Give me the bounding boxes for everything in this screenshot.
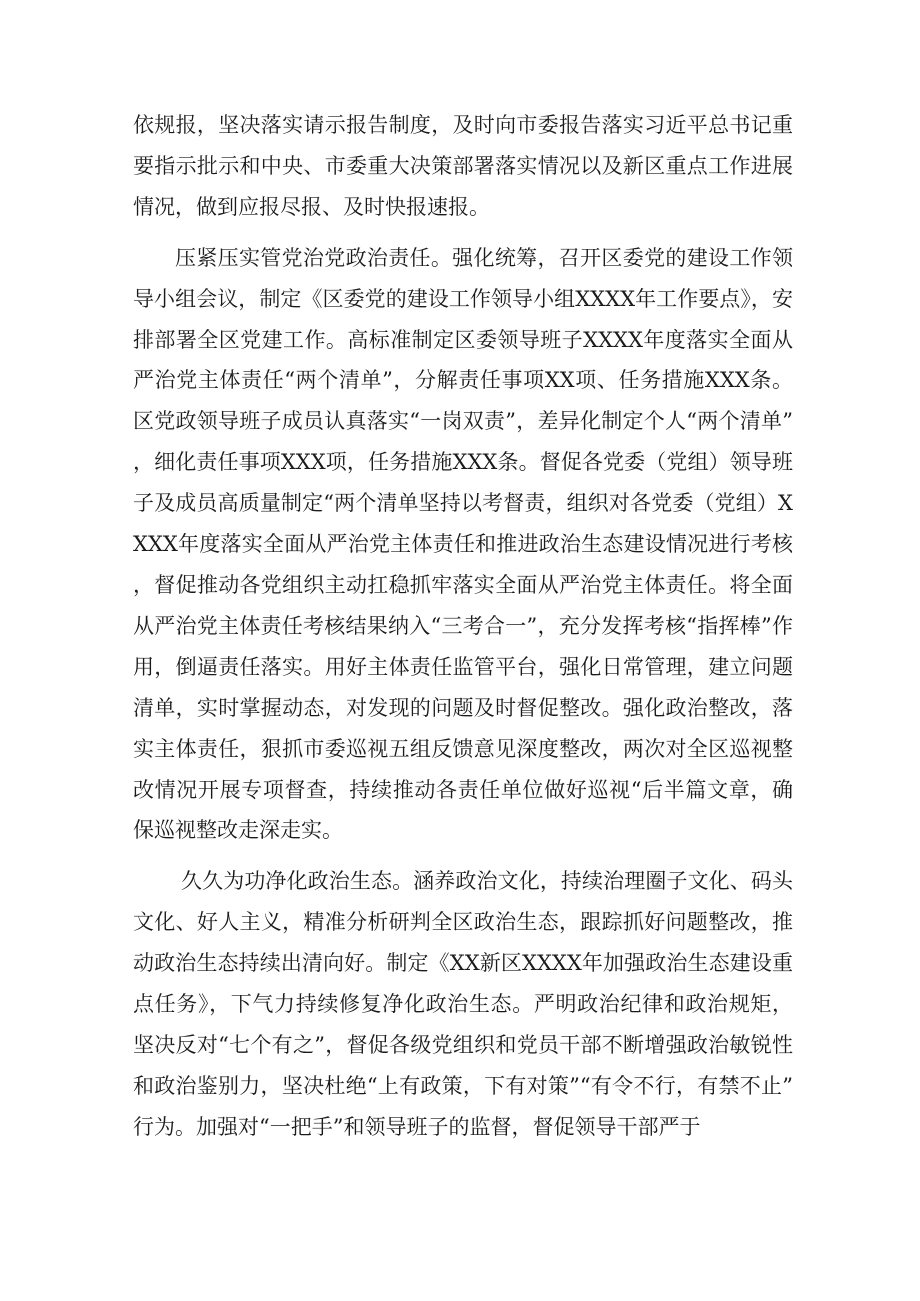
paragraph-political-ecology: 久久为功净化政治生态。涵养政治文化，持续治理圈子文化、码头文化、好人主义，精准分析研判全区政治生态，跟踪抓好问题整改，推动政治生态持续出清向好。制定《XX新区XXXX年加强政治生态建设重点任务》，下气力持续修复净化政治生态。严明政治纪律和政治规矩，坚决反对“七个有之”，督促各级党组织和党员干部不断增强政治敏锐性和政治鉴别力，坚决杜绝“上有政策，下有对策”“有令不行，有禁不止”行为。加强对“一把手”和领导班子的监督，督促领导干部严于 bbox=[133, 869, 793, 1139]
paragraph-continuation: 依规报，坚决落实请示报告制度，及时向市委报告落实习近平总书记重要指示批示和中央、市委重大决策部署落实情况以及新区重点工作进展情况，做到应报尽报、及时快报速报。 bbox=[133, 113, 793, 219]
document-body bbox=[133, 105, 793, 1148]
paragraph-party-responsibility: 压紧压实管党治党政治责任。强化统筹，召开区委党的建设工作领导小组会议，制定《区委党的建设工作领导小组XXXX年工作要点》，安排部署全区党建工作。高标准制定区委领导班子XXXX年度落实全面从严治党主体责任“两个清单”，分解责任事项XX项、任务措施XXX条。区党政领导班子成员认真落实“一岗双责”，差异化制定个人“两个清单”，细化责任事项XXX项，任务措施XXX条。督促各党委（党组）领导班子及成员高质量制定“两个清单坚持以考督责，组织对各党委（党组）XXXX年度落实全面从严治党主体责任和推进政治生态建设情况进行考核，督促推动各党组织主动扛稳抓牢落实全面从严治党主体责任。将全面从严治党主体责任考核结果纳入“三考合一”，充分发挥考核“指挥棒”作用，倒逼责任落实。用好主体责任监管平台，强化日常管理，建立问题清单，实时掌握动态，对发现的问题及时督促整改。强化政治整改，落实主体责任，狠抓市委巡视五组反馈意见深度整改，两次对全区巡视整改情况开展专项督查，持续推动各责任单位做好巡视“后半篇文章，确保巡视整改走深走实。 bbox=[133, 245, 793, 843]
